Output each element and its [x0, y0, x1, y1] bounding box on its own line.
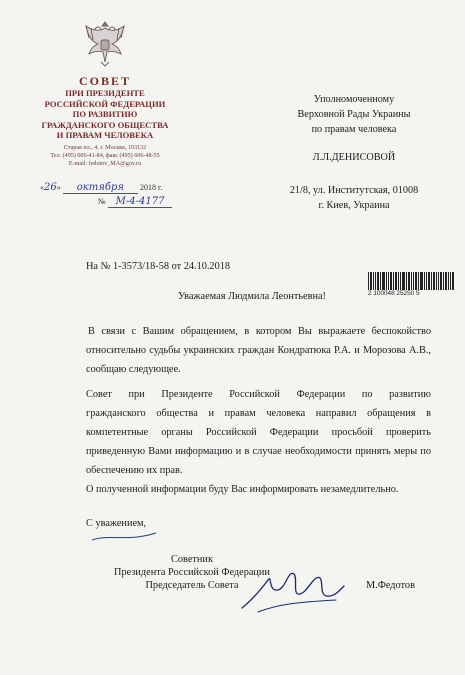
letter-date: [40, 182, 162, 193]
paragraph-line: приведенную Вами информацию и в случае необходимости принять меры по: [86, 446, 431, 457]
ink-mark: [90, 530, 160, 544]
date-month: октября: [63, 182, 138, 194]
organization-line: ГРАЖДАНСКОГО ОБЩЕСТВА: [41, 119, 169, 130]
organization-email: E-mail: fedotov_MA@gov.ru: [68, 161, 142, 167]
paragraph-line: сообщаю следующее.: [86, 364, 181, 375]
closing-phrase: С уважением,: [86, 518, 147, 529]
body-paragraph-1: [86, 322, 431, 379]
organization-line: РОССИЙСКОЙ ФЕДЕРАЦИИ: [44, 98, 166, 109]
addressee-address-line: 21/8, ул. Институтская, 01008: [289, 185, 419, 196]
organization-contacts: [30, 144, 180, 168]
date-day: 26: [44, 182, 57, 193]
addressee-line: Уполномоченному: [313, 94, 395, 105]
addressee-address-line: г. Киев, Украина: [318, 200, 390, 211]
addressee-line: Верховной Рады Украины: [297, 109, 411, 120]
organization-phone: Тел. (495) 606-41-84, факс (495) 606-48-55: [50, 153, 160, 159]
date-suffix: г.: [157, 183, 163, 192]
organization-header: [40, 74, 170, 141]
date-quote: »: [56, 183, 61, 192]
number-label: №: [98, 197, 106, 206]
addressee-name: Л.Л.ДЕНИСОВОЙ: [312, 152, 396, 163]
date-quote: «: [40, 183, 44, 192]
organization-line: И ПРАВАМ ЧЕЛОВЕКА: [56, 130, 154, 140]
signer-position: Советник: [171, 554, 213, 565]
coat-of-arms-emblem: [83, 18, 127, 68]
paragraph-line: обеспечению их прав.: [86, 465, 183, 476]
paragraph-line: В связи с Вашим обращением, в котором Вы выражаете беспокойство: [88, 326, 431, 337]
organization-address: Старая пл., 4, г. Москва, 103132: [63, 145, 147, 151]
body-paragraph-2: [86, 385, 431, 480]
addressee-address: [254, 183, 454, 213]
signer-position: Президента Российской Федерации: [114, 567, 270, 578]
reference-line: На № 1-3573/18-58 от 24.10.2018: [86, 261, 231, 272]
organization-title: СОВЕТ: [78, 74, 131, 88]
signer-name: М.Федотов: [366, 580, 415, 591]
paragraph-line: компетентные органы Российской Федерации просьбой проверить: [86, 427, 431, 438]
addressee-title: [254, 92, 454, 137]
paragraph-line: гражданского общества и правам человека направил обращения в: [86, 408, 431, 419]
handwritten-signature: [238, 560, 348, 620]
letter-number: [98, 196, 172, 207]
barcode-number: 2 100048 25250 5: [368, 290, 420, 297]
number-value: М-4-4177: [108, 196, 173, 208]
organization-line: ПРИ ПРЕЗИДЕНТЕ: [65, 88, 145, 98]
organization-line: ПО РАЗВИТИЮ: [72, 109, 138, 119]
body-paragraph-3: [86, 480, 431, 499]
addressee-line: по правам человека: [311, 124, 397, 135]
date-year: 2018: [139, 183, 156, 192]
paragraph-line: относительно судьбы украинских граждан Кондратюка Р.А. и Морозова А.В.,: [86, 345, 431, 356]
paragraph-line: Совет при Президенте Российской Федерации по развитию: [86, 389, 431, 400]
signer-position: Председатель Совета: [145, 580, 239, 591]
greeting: Уважаемая Людмила Леонтьевна!: [178, 291, 326, 302]
paragraph-line: О полученной информации буду Вас информировать незамедлительно.: [86, 484, 399, 495]
